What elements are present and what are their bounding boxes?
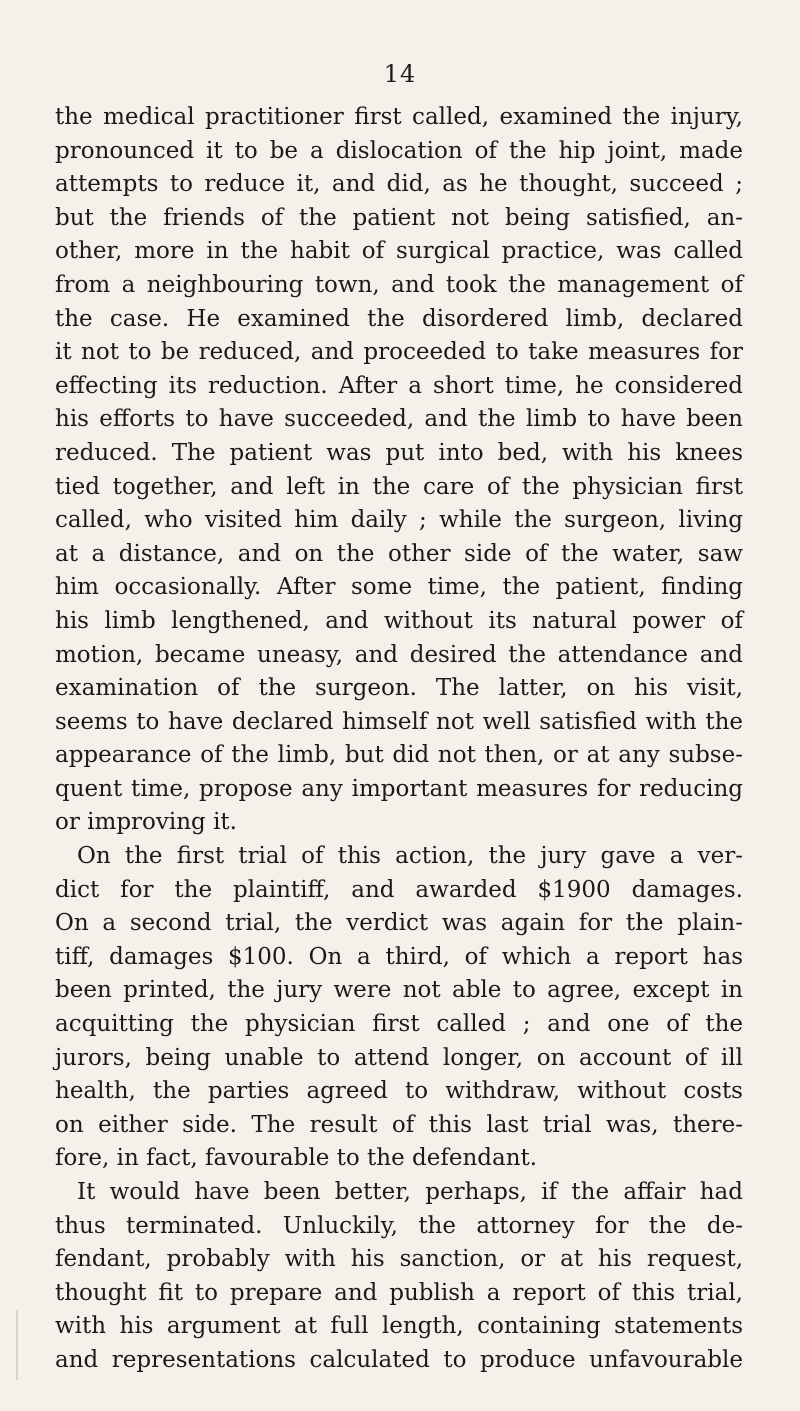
text-line: fendant, probably with his sanction, or at his request, (55, 1246, 743, 1273)
text-line: the medical practitioner first called, examined the injury, (55, 104, 743, 130)
text-line: tiff, damages $100. On a third, of which a report has (55, 943, 743, 970)
text-line: his efforts to have succeeded, and the limb to have been (55, 406, 743, 433)
text-line: acquitting the physician first called ; and one of the (55, 1011, 743, 1038)
text-line: appearance of the limb, but did not then, or at any subse- (55, 742, 743, 769)
paragraph-first-line: It would have been better, perhaps, if the affair had (77, 1179, 743, 1205)
text-line: with his argument at full length, containing statements (55, 1313, 743, 1340)
text-line: seems to have declared himself not well satisfied with the (55, 708, 743, 735)
text-line: on either side. The result of this last trial was, there- (55, 1111, 743, 1138)
paragraph-first-line: On the first trial of this action, the jury gave a ver- (77, 843, 743, 870)
text-line: from a neighbouring town, and took the management of (55, 271, 743, 298)
text-line: other, more in the habit of surgical practice, was called (55, 238, 743, 265)
paragraph-end-line: or improving it. (55, 809, 237, 836)
text-line: called, who visited him daily ; while the surgeon, living (55, 507, 743, 534)
text-line: attempts to reduce it, and did, as he thought, succeed ; (55, 171, 743, 198)
text-line: the case. He examined the disordered limb, declared (55, 305, 743, 332)
text-line: jurors, being unable to attend longer, on account of ill (55, 1044, 743, 1071)
text-line: thus terminated. Unluckily, the attorney for the de- (55, 1212, 743, 1239)
text-line: reduced. The patient was put into bed, with his knees (55, 439, 743, 466)
text-line: health, the parties agreed to withdraw, without costs (55, 1078, 743, 1105)
text-line: On a second trial, the verdict was again for the plain- (55, 910, 743, 937)
text-line: effecting its reduction. After a short time, he considered (55, 372, 743, 399)
text-line: dict for the plaintiff, and awarded $1900 damages. (55, 876, 743, 903)
text-line: motion, became uneasy, and desired the attendance and (55, 641, 743, 668)
text-line: pronounced it to be a dislocation of the hip joint, made (55, 137, 743, 164)
body-text (55, 101, 743, 1378)
text-line: tied together, and left in the care of the physician first (55, 473, 743, 500)
text-line: thought fit to prepare and publish a report of this trial, (55, 1279, 743, 1306)
text-line: but the friends of the patient not being satisfied, an- (55, 204, 743, 231)
text-line: it not to be reduced, and proceeded to take measures for (55, 339, 743, 366)
paragraph-end-line: fore, in fact, favourable to the defendant. (55, 1145, 538, 1172)
text-line: at a distance, and on the other side of the water, saw (55, 540, 743, 567)
text-line: his limb lengthened, and without its natural power of (55, 607, 743, 634)
text-line: him occasionally. After some time, the patient, finding (55, 574, 743, 601)
page-number: 14 (383, 60, 417, 88)
text-line: been printed, the jury were not able to agree, except in (55, 977, 743, 1004)
text-line: examination of the surgeon. The latter, on his visit, (55, 675, 743, 702)
text-line: quent time, propose any important measures for reducing (55, 775, 743, 802)
page-edge-mark (16, 1310, 18, 1380)
text-line: and representations calculated to produce unfavourable (55, 1346, 743, 1373)
